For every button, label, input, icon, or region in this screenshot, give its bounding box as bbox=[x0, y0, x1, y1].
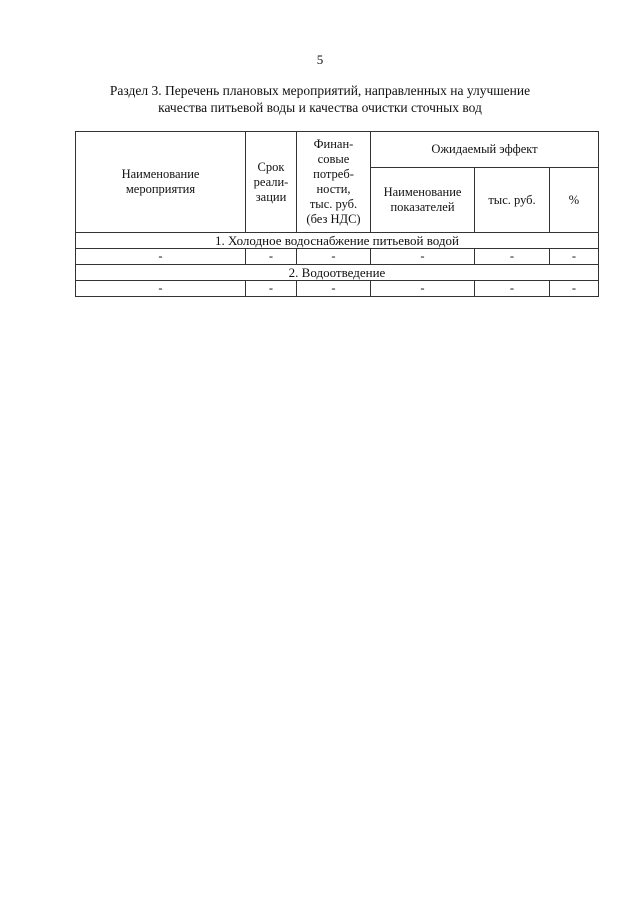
section-row-cold-water bbox=[76, 233, 599, 249]
table-cell: - bbox=[246, 249, 297, 265]
header-financial-line-6: (без НДС) bbox=[306, 212, 361, 226]
table-cell: - bbox=[76, 249, 246, 265]
header-term-line-3: зации bbox=[255, 189, 287, 204]
section-row-wastewater bbox=[76, 265, 599, 281]
table-cell: - bbox=[246, 281, 297, 297]
table-cell: - bbox=[76, 281, 246, 297]
header-financial-needs bbox=[297, 132, 371, 233]
table-row bbox=[76, 249, 599, 265]
table-cell: - bbox=[475, 249, 550, 265]
header-indicator-line-2: показателей bbox=[390, 200, 455, 214]
page-number: 5 bbox=[316, 52, 324, 67]
table-row bbox=[76, 281, 599, 297]
header-indicator-name bbox=[371, 168, 475, 233]
table-cell: - bbox=[371, 281, 475, 297]
table-cell: - bbox=[297, 249, 371, 265]
header-financial-line-2: совые bbox=[317, 152, 350, 166]
header-financial-line-1: Финан- bbox=[313, 137, 354, 151]
header-row-1 bbox=[76, 132, 599, 168]
header-financial-line-4: ности, bbox=[316, 182, 351, 196]
header-percent: % bbox=[550, 168, 599, 233]
section-title-line-1: Раздел 3. Перечень плановых мероприятий, направленных на улучшение bbox=[109, 83, 531, 98]
header-term-line-1: Срок bbox=[257, 159, 285, 174]
table-cell: - bbox=[550, 281, 599, 297]
section-title-cold-water: 1. Холодное водоснабжение питьевой водой bbox=[76, 233, 599, 249]
measures-table bbox=[75, 131, 599, 297]
section-title-line-2: качества питьевой воды и качества очистки сточных вод bbox=[158, 100, 482, 115]
header-indicator-line-1: Наименование bbox=[383, 185, 462, 199]
header-measure-name-line-1: Наименование bbox=[121, 167, 200, 181]
header-term bbox=[246, 132, 297, 233]
table-cell: - bbox=[371, 249, 475, 265]
section-title bbox=[60, 82, 580, 116]
header-term-line-2: реали- bbox=[253, 174, 289, 189]
header-financial-line-5: тыс. руб. bbox=[309, 197, 358, 211]
header-thousand-rub: тыс. руб. bbox=[475, 168, 550, 233]
header-expected-effect: Ожидаемый эффект bbox=[371, 132, 599, 168]
table-cell: - bbox=[550, 249, 599, 265]
header-financial-line-3: потреб- bbox=[313, 167, 354, 181]
header-measure-name bbox=[76, 132, 246, 233]
table-cell: - bbox=[297, 281, 371, 297]
section-title-wastewater: 2. Водоотведение bbox=[76, 265, 599, 281]
table-cell: - bbox=[475, 281, 550, 297]
header-measure-name-line-2: мероприятия bbox=[125, 182, 196, 196]
